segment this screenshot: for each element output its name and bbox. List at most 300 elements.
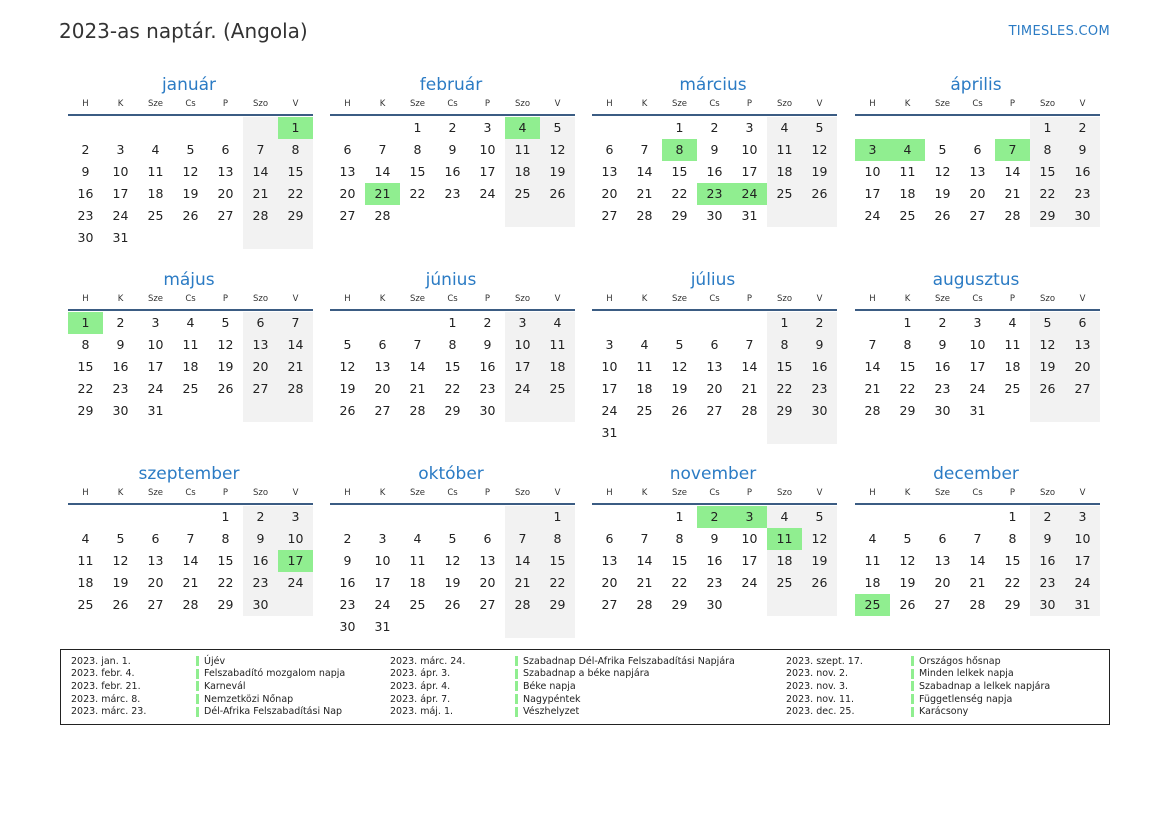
day-cell: 8 xyxy=(221,531,230,546)
day-cell: 24 xyxy=(112,208,129,223)
day-cell: 21 xyxy=(505,572,540,594)
day-cell: 14 xyxy=(505,550,540,572)
weekday-header xyxy=(68,97,313,116)
legend-row xyxy=(786,705,1050,718)
day-cell: 12 xyxy=(540,139,575,161)
empty-cell xyxy=(697,422,732,444)
day-cell: 23 xyxy=(77,208,94,223)
empty-cell xyxy=(1065,400,1100,422)
day-cell: 19 xyxy=(1030,356,1065,378)
day-cell: 21 xyxy=(409,381,426,396)
day-cell: 18 xyxy=(77,575,94,590)
day-cell: 15 xyxy=(671,164,688,179)
empty-cell xyxy=(662,422,697,444)
holiday-date: 2023. márc. 8. xyxy=(71,693,141,705)
day-cell: 13 xyxy=(934,553,951,568)
weekday-label: P xyxy=(484,294,491,304)
empty-cell xyxy=(278,227,313,249)
month-calendar xyxy=(68,268,313,422)
day-cell: 2 xyxy=(81,142,90,157)
day-cell: 22 xyxy=(671,186,688,201)
day-cell: 13 xyxy=(601,164,618,179)
day-cell: 26 xyxy=(934,208,951,223)
day-cell: 24 xyxy=(278,572,313,594)
day-cell: 14 xyxy=(182,553,199,568)
day-cell: 8 xyxy=(448,337,457,352)
day-cell: 27 xyxy=(934,597,951,612)
empty-cell xyxy=(103,506,138,528)
day-cell: 30 xyxy=(339,619,356,634)
weekday-label: K xyxy=(117,294,124,304)
day-cell: 24 xyxy=(741,575,758,590)
day-cell: 17 xyxy=(505,356,540,378)
day-cell: 12 xyxy=(802,139,837,161)
day-cell: 6 xyxy=(483,531,492,546)
weekday-label: V xyxy=(292,488,299,498)
day-cell: 16 xyxy=(77,186,94,201)
day-cell: 30 xyxy=(934,403,951,418)
holiday-marker xyxy=(515,694,518,704)
day-cell: 8 xyxy=(540,528,575,550)
day-cell: 21 xyxy=(278,356,313,378)
day-grid xyxy=(855,312,1100,422)
day-cell: 31 xyxy=(374,619,391,634)
day-cell: 19 xyxy=(802,550,837,572)
day-cell: 25 xyxy=(147,208,164,223)
day-cell: 4 xyxy=(81,531,90,546)
holiday-name: Karnevál xyxy=(204,680,246,692)
day-cell: 1 xyxy=(903,315,912,330)
holiday-name: Országos hősnap xyxy=(919,655,1001,667)
empty-cell xyxy=(697,312,732,334)
empty-cell xyxy=(470,205,505,227)
day-cell: 27 xyxy=(339,208,356,223)
day-cell: 14 xyxy=(374,164,391,179)
day-cell: 9 xyxy=(710,142,719,157)
legend-row xyxy=(390,693,735,706)
legend-column xyxy=(390,655,735,718)
holiday-name: Béke napja xyxy=(523,680,576,692)
weekday-label: Sze xyxy=(934,99,951,109)
weekday-label: H xyxy=(82,99,89,109)
holiday-date: 2023. márc. 23. xyxy=(71,706,147,718)
month-name: szeptember xyxy=(138,464,240,484)
day-cell: 1 xyxy=(68,312,103,334)
day-cell: 5 xyxy=(802,506,837,528)
day-cell: 1 xyxy=(1030,117,1065,139)
day-cell: 27 xyxy=(217,208,234,223)
month-calendar xyxy=(592,268,837,444)
weekday-label: P xyxy=(1009,294,1016,304)
weekday-label: V xyxy=(1079,99,1086,109)
holiday-marker xyxy=(196,656,199,666)
legend-column xyxy=(71,655,345,718)
day-cell: 3 xyxy=(483,120,492,135)
day-cell: 21 xyxy=(243,183,278,205)
day-cell: 28 xyxy=(1004,208,1021,223)
day-cell: 19 xyxy=(217,359,234,374)
empty-cell xyxy=(540,205,575,227)
holiday-date: 2023. máj. 1. xyxy=(390,706,454,718)
day-cell: 29 xyxy=(767,400,802,422)
empty-cell xyxy=(925,117,960,139)
day-cell: 18 xyxy=(864,575,881,590)
day-cell: 6 xyxy=(973,142,982,157)
day-cell: 13 xyxy=(969,164,986,179)
day-cell: 19 xyxy=(540,161,575,183)
day-cell: 26 xyxy=(899,597,916,612)
day-cell: 19 xyxy=(182,186,199,201)
holiday-date: 2023. szept. 17. xyxy=(786,655,863,667)
holiday-marker xyxy=(515,656,518,666)
day-cell: 5 xyxy=(802,117,837,139)
day-cell: 16 xyxy=(706,164,723,179)
day-cell: 28 xyxy=(636,208,653,223)
legend-row xyxy=(390,705,735,718)
empty-cell xyxy=(435,616,470,638)
day-cell: 29 xyxy=(671,597,688,612)
empty-cell xyxy=(400,312,435,334)
day-cell: 20 xyxy=(601,186,618,201)
holiday-marker xyxy=(911,669,914,679)
empty-cell xyxy=(505,506,540,528)
day-cell: 1 xyxy=(675,509,684,524)
holiday-date: 2023. dec. 25. xyxy=(786,706,855,718)
day-cell: 15 xyxy=(1004,553,1021,568)
day-cell: 19 xyxy=(671,381,688,396)
holiday-name: Felszabadító mozgalom napja xyxy=(204,668,346,680)
day-cell: 5 xyxy=(343,337,352,352)
day-cell: 15 xyxy=(444,359,461,374)
day-cell: 16 xyxy=(339,575,356,590)
day-cell: 5 xyxy=(675,337,684,352)
weekday-header xyxy=(855,97,1100,116)
legend-row xyxy=(390,680,735,693)
day-cell: 18 xyxy=(409,575,426,590)
day-cell: 1 xyxy=(540,506,575,528)
day-cell: 21 xyxy=(969,575,986,590)
day-cell: 15 xyxy=(671,553,688,568)
day-cell: 20 xyxy=(147,575,164,590)
day-cell: 18 xyxy=(505,161,540,183)
empty-cell xyxy=(960,506,995,528)
day-cell: 11 xyxy=(767,139,802,161)
weekday-label: K xyxy=(379,488,386,498)
day-cell: 16 xyxy=(802,356,837,378)
weekday-label: Cs xyxy=(185,294,196,304)
month-name: március xyxy=(679,75,747,95)
day-cell: 9 xyxy=(1030,528,1065,550)
day-cell: 17 xyxy=(601,381,618,396)
day-cell: 27 xyxy=(601,597,618,612)
day-cell: 19 xyxy=(444,575,461,590)
weekday-label: Cs xyxy=(185,488,196,498)
legend-column xyxy=(786,655,1050,718)
day-cell: 22 xyxy=(671,575,688,590)
day-cell: 22 xyxy=(77,381,94,396)
empty-cell xyxy=(400,205,435,227)
day-cell: 25 xyxy=(505,183,540,205)
day-cell: 16 xyxy=(479,359,496,374)
day-cell: 15 xyxy=(278,161,313,183)
weekday-header xyxy=(855,486,1100,505)
holiday-name: Függetlenség napja xyxy=(919,693,1013,705)
day-cell: 22 xyxy=(899,381,916,396)
holiday-name: Szabadnap Dél-Afrika Felszabadítási Napjára xyxy=(523,655,735,667)
day-cell: 22 xyxy=(1030,183,1065,205)
day-cell: 22 xyxy=(409,186,426,201)
legend-row xyxy=(71,668,345,681)
day-cell: 13 xyxy=(243,334,278,356)
legend-row xyxy=(786,668,1050,681)
day-cell: 9 xyxy=(483,337,492,352)
month-calendar xyxy=(855,462,1100,616)
day-cell: 4 xyxy=(540,312,575,334)
day-cell: 6 xyxy=(151,531,160,546)
day-cell: 9 xyxy=(116,337,125,352)
day-cell: 20 xyxy=(243,356,278,378)
day-cell: 22 xyxy=(767,378,802,400)
weekday-header xyxy=(592,292,837,311)
empty-cell xyxy=(243,227,278,249)
weekday-label: Szo xyxy=(252,99,269,109)
day-cell: 10 xyxy=(741,142,758,157)
day-cell: 18 xyxy=(767,161,802,183)
empty-cell xyxy=(960,117,995,139)
day-cell: 9 xyxy=(81,164,90,179)
day-cell: 12 xyxy=(671,359,688,374)
day-cell: 19 xyxy=(934,186,951,201)
day-cell: 8 xyxy=(81,337,90,352)
day-cell: 21 xyxy=(636,575,653,590)
day-cell: 18 xyxy=(899,186,916,201)
day-cell: 7 xyxy=(640,142,649,157)
month-name: május xyxy=(163,270,215,290)
day-cell: 23 xyxy=(243,572,278,594)
day-cell: 8 xyxy=(662,139,697,161)
day-cell: 17 xyxy=(969,359,986,374)
day-cell: 20 xyxy=(374,381,391,396)
holiday-marker xyxy=(515,707,518,717)
day-cell: 17 xyxy=(374,575,391,590)
day-cell: 19 xyxy=(802,161,837,183)
day-cell: 2 xyxy=(483,315,492,330)
holiday-name: Karácsony xyxy=(919,706,969,718)
day-cell: 13 xyxy=(339,164,356,179)
weekday-label: K xyxy=(117,488,124,498)
day-cell: 11 xyxy=(77,553,94,568)
day-grid xyxy=(330,312,575,422)
day-cell: 3 xyxy=(505,312,540,334)
day-cell: 16 xyxy=(706,553,723,568)
empty-cell xyxy=(890,117,925,139)
day-cell: 22 xyxy=(217,575,234,590)
holiday-name: Vészhelyzet xyxy=(523,706,580,718)
day-cell: 28 xyxy=(741,403,758,418)
empty-cell xyxy=(330,312,365,334)
day-cell: 8 xyxy=(675,531,684,546)
holiday-marker xyxy=(196,681,199,691)
day-cell: 4 xyxy=(413,531,422,546)
weekday-label: K xyxy=(117,99,124,109)
day-grid xyxy=(592,312,837,444)
day-cell: 22 xyxy=(278,183,313,205)
day-cell: 13 xyxy=(217,164,234,179)
day-cell: 26 xyxy=(444,597,461,612)
day-cell: 1 xyxy=(767,312,802,334)
day-cell: 23 xyxy=(697,183,732,205)
day-cell: 12 xyxy=(1030,334,1065,356)
day-cell: 26 xyxy=(802,183,837,205)
day-cell: 11 xyxy=(864,553,881,568)
holiday-name: Szabadnap a lelkek napjára xyxy=(919,680,1051,692)
day-cell: 22 xyxy=(540,572,575,594)
day-cell: 30 xyxy=(706,208,723,223)
day-cell: 2 xyxy=(343,531,352,546)
empty-cell xyxy=(592,312,627,334)
day-cell: 11 xyxy=(767,528,802,550)
weekday-label: Szo xyxy=(514,99,531,109)
day-grid xyxy=(68,506,313,616)
empty-cell xyxy=(662,312,697,334)
day-cell: 8 xyxy=(1030,139,1065,161)
day-cell: 3 xyxy=(605,337,614,352)
day-cell: 10 xyxy=(1065,528,1100,550)
weekday-label: Sze xyxy=(934,294,951,304)
day-cell: 13 xyxy=(1065,334,1100,356)
empty-cell xyxy=(732,594,767,616)
weekday-label: Sze xyxy=(671,99,688,109)
day-cell: 20 xyxy=(601,575,618,590)
day-cell: 22 xyxy=(1004,575,1021,590)
day-cell: 6 xyxy=(343,142,352,157)
day-cell: 7 xyxy=(973,531,982,546)
day-cell: 16 xyxy=(1065,161,1100,183)
day-cell: 16 xyxy=(934,359,951,374)
empty-cell xyxy=(592,506,627,528)
month-calendar xyxy=(330,462,575,638)
day-cell: 15 xyxy=(77,359,94,374)
day-cell: 30 xyxy=(77,230,94,245)
weekday-label: V xyxy=(292,99,299,109)
day-cell: 24 xyxy=(601,403,618,418)
day-cell: 6 xyxy=(605,142,614,157)
day-cell: 3 xyxy=(745,120,754,135)
day-cell: 20 xyxy=(1065,356,1100,378)
day-cell: 4 xyxy=(767,506,802,528)
weekday-label: K xyxy=(379,294,386,304)
empty-cell xyxy=(592,117,627,139)
weekday-label: V xyxy=(816,488,823,498)
day-cell: 6 xyxy=(938,531,947,546)
day-cell: 13 xyxy=(706,359,723,374)
weekday-label: P xyxy=(222,294,229,304)
day-cell: 9 xyxy=(1065,139,1100,161)
day-cell: 3 xyxy=(378,531,387,546)
weekday-label: V xyxy=(554,294,561,304)
day-cell: 23 xyxy=(1065,183,1100,205)
day-cell: 12 xyxy=(802,528,837,550)
weekday-label: K xyxy=(641,99,648,109)
day-cell: 15 xyxy=(1030,161,1065,183)
day-cell: 17 xyxy=(864,186,881,201)
day-cell: 25 xyxy=(899,208,916,223)
holiday-name: Minden lelkek napja xyxy=(919,668,1014,680)
day-cell: 8 xyxy=(1008,531,1017,546)
empty-cell xyxy=(400,616,435,638)
day-cell: 20 xyxy=(217,186,234,201)
holiday-date: 2023. márc. 24. xyxy=(390,655,466,667)
legend-row xyxy=(786,680,1050,693)
day-cell: 13 xyxy=(147,553,164,568)
weekday-label: P xyxy=(1009,488,1016,498)
day-cell: 25 xyxy=(767,183,802,205)
day-grid xyxy=(330,117,575,227)
brand-link[interactable]: TIMESLES.COM xyxy=(1008,24,1110,39)
empty-cell xyxy=(208,400,243,422)
day-cell: 16 xyxy=(1030,550,1065,572)
day-cell: 1 xyxy=(448,315,457,330)
holiday-marker xyxy=(196,707,199,717)
day-cell: 17 xyxy=(147,359,164,374)
day-cell: 11 xyxy=(147,164,164,179)
empty-cell xyxy=(802,422,837,444)
month-name: február xyxy=(419,75,483,95)
weekday-label: H xyxy=(869,99,876,109)
empty-cell xyxy=(208,117,243,139)
day-cell: 3 xyxy=(151,315,160,330)
day-cell: 27 xyxy=(374,403,391,418)
page-title: 2023-as naptár. (Angola) xyxy=(59,19,308,43)
day-cell: 9 xyxy=(802,334,837,356)
empty-cell xyxy=(627,422,662,444)
day-cell: 4 xyxy=(505,117,540,139)
day-cell: 10 xyxy=(969,337,986,352)
day-grid xyxy=(592,117,837,227)
day-cell: 21 xyxy=(365,183,400,205)
day-cell: 19 xyxy=(112,575,129,590)
weekday-header xyxy=(330,292,575,311)
weekday-label: H xyxy=(344,488,351,498)
weekday-label: Szo xyxy=(514,294,531,304)
day-cell: 20 xyxy=(339,186,356,201)
day-cell: 2 xyxy=(802,312,837,334)
month-name: december xyxy=(933,464,1019,484)
day-cell: 28 xyxy=(182,597,199,612)
month-name: április xyxy=(950,75,1002,95)
day-cell: 23 xyxy=(802,378,837,400)
holiday-date: 2023. nov. 2. xyxy=(786,668,849,680)
holiday-date: 2023. febr. 21. xyxy=(71,680,141,692)
legend-row xyxy=(71,655,345,668)
day-cell: 29 xyxy=(899,403,916,418)
holiday-date: 2023. nov. 3. xyxy=(786,680,849,692)
day-cell: 5 xyxy=(540,117,575,139)
day-cell: 4 xyxy=(868,531,877,546)
day-cell: 20 xyxy=(479,575,496,590)
day-cell: 27 xyxy=(243,378,278,400)
day-cell: 26 xyxy=(182,208,199,223)
day-cell: 28 xyxy=(278,378,313,400)
day-cell: 26 xyxy=(540,183,575,205)
day-cell: 11 xyxy=(1004,337,1021,352)
legend-row xyxy=(390,668,735,681)
day-cell: 6 xyxy=(1065,312,1100,334)
weekday-label: V xyxy=(1079,294,1086,304)
day-cell: 7 xyxy=(378,142,387,157)
empty-cell xyxy=(278,400,313,422)
day-cell: 25 xyxy=(1004,381,1021,396)
